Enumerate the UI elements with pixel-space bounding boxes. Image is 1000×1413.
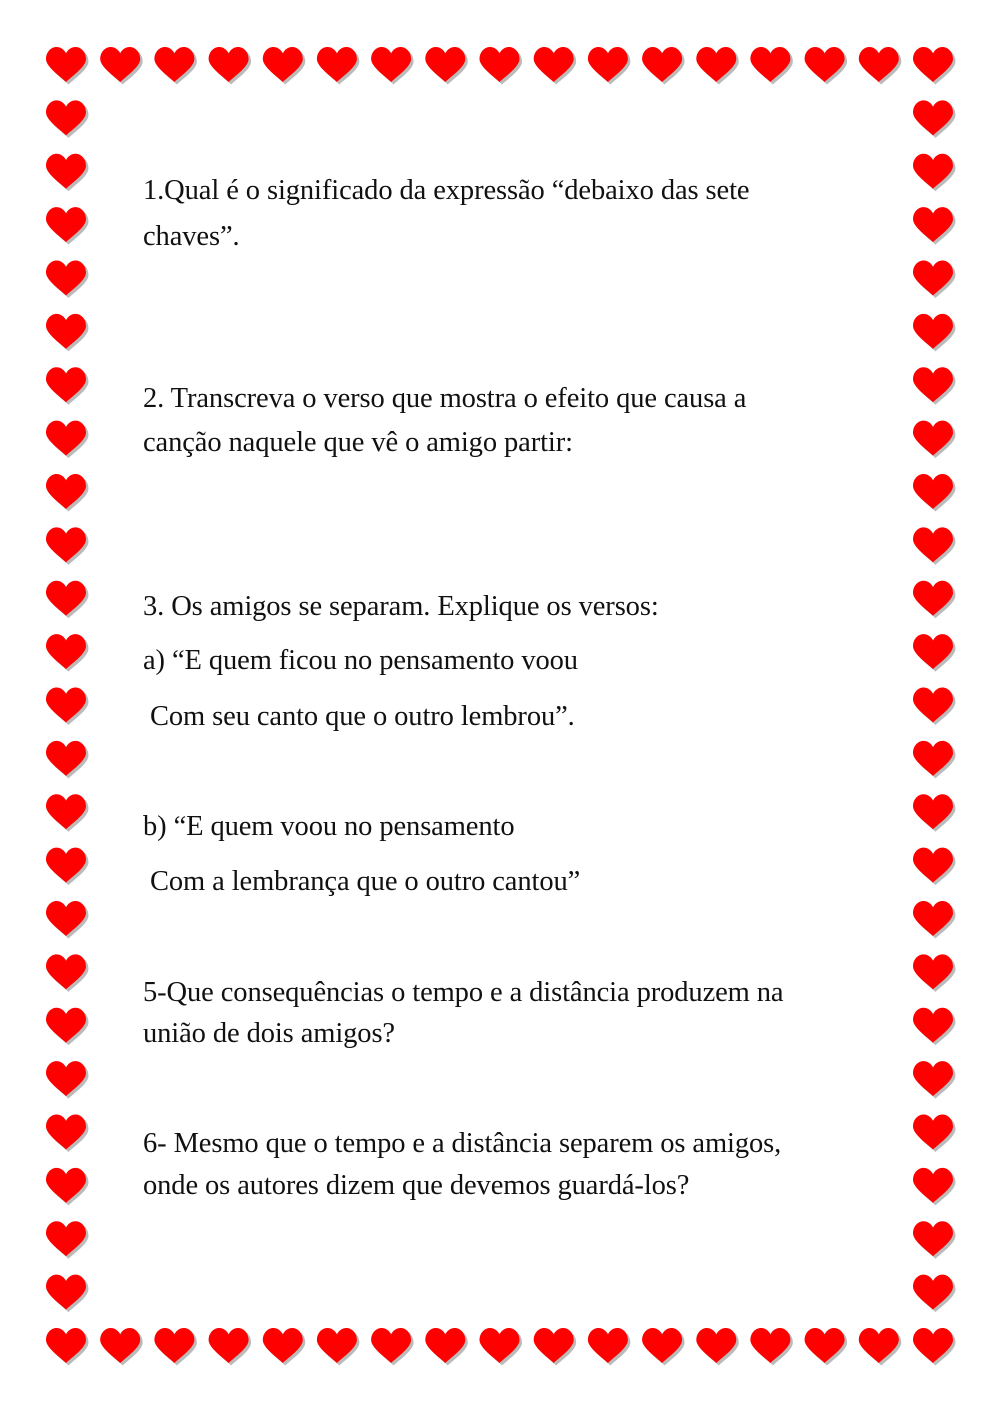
question-1-line-1: 1.Qual é o significado da expressão “debaixo das sete [143,175,750,206]
heart-icon [209,1328,252,1366]
heart-icon [46,367,89,405]
heart-icon [913,901,956,939]
question-3a-line-1: a) “E quem ficou no pensamento voou [143,645,578,676]
question-3-line-1: 3. Os amigos se separam. Explique os versos: [143,591,659,622]
heart-icon [913,207,956,245]
heart-icon [913,100,956,137]
heart-icon [46,154,89,192]
heart-icon [46,794,89,832]
heart-icon [642,1328,685,1366]
heart-icon [805,47,848,85]
heart-icon [46,207,89,245]
heart-icon [371,1328,414,1366]
heart-icon [263,1328,306,1366]
heart-icon [588,1328,631,1366]
heart-icon [263,47,306,85]
heart-icon [46,741,89,779]
heart-icon [913,421,956,459]
heart-icon [46,901,89,939]
heart-icon [913,314,956,352]
heart-icon [46,1275,89,1313]
heart-icon [46,1168,89,1206]
heart-icon [46,1008,89,1046]
question-3a-line-2: Com seu canto que o outro lembrou”. [150,701,575,732]
heart-icon [154,47,197,85]
heart-icon [750,1328,793,1366]
heart-icon [913,1061,956,1099]
heart-icon [46,47,89,85]
heart-icon [913,688,956,726]
heart-icon [913,474,956,512]
heart-icon [913,527,956,565]
question-1-line-2: chaves”. [143,221,240,252]
heart-icon [46,848,89,886]
heart-icon [46,314,89,352]
heart-icon [913,1328,956,1366]
heart-icon [534,1328,577,1366]
question-2-line-2: canção naquele que vê o amigo partir: [143,427,573,458]
heart-icon [913,1115,956,1153]
heart-icon [371,47,414,85]
question-6-line-2: onde os autores dizem que devemos guardá-los? [143,1170,690,1201]
heart-icon [425,1328,468,1366]
heart-icon [588,47,631,85]
heart-icon [46,100,89,137]
heart-icon [696,47,739,85]
heart-icon [913,581,956,619]
heart-icon [46,1061,89,1099]
heart-icon [46,474,89,512]
heart-icon [913,261,956,299]
heart-icon [913,794,956,832]
question-5-line-2: união de dois amigos? [143,1018,395,1049]
heart-icon [913,154,956,192]
heart-icon [913,1221,956,1259]
heart-icon [859,1328,902,1366]
question-6-line-1: 6- Mesmo que o tempo e a distância separem os amigos, [143,1128,782,1159]
heart-icon [913,741,956,779]
heart-icon [46,688,89,726]
heart-icon [642,47,685,85]
heart-icon [913,1168,956,1206]
question-2-line-1: 2. Transcreva o verso que mostra o efeito que causa a [143,383,747,414]
heart-icon [805,1328,848,1366]
heart-icon [859,47,902,85]
heart-icon [317,47,360,85]
heart-icon [46,1115,89,1153]
heart-icon [154,1328,197,1366]
heart-icon [209,47,252,85]
heart-icon [46,1328,89,1366]
heart-icon [913,1008,956,1046]
heart-icon [46,634,89,672]
heart-icon [46,581,89,619]
heart-icon [913,848,956,886]
heart-icon [534,47,577,85]
heart-icon [913,954,956,992]
heart-icon [46,261,89,299]
heart-icon [317,1328,360,1366]
heart-icon [750,47,793,85]
question-3b-line-1: b) “E quem voou no pensamento [143,811,515,842]
heart-icon [100,47,143,85]
heart-icon [913,1275,956,1313]
heart-icon [100,1328,143,1366]
heart-icon [913,634,956,672]
heart-icon [46,527,89,565]
heart-icon [46,1221,89,1259]
heart-icon [696,1328,739,1366]
heart-icon [46,421,89,459]
heart-icon [480,1328,523,1366]
heart-icon [913,367,956,405]
heart-icon [425,47,468,85]
heart-icon [480,47,523,85]
heart-icon [913,47,956,85]
question-5-line-1: 5-Que consequências o tempo e a distância produzem na [143,977,784,1008]
question-3b-line-2: Com a lembrança que o outro cantou” [150,866,581,897]
heart-icon [46,954,89,992]
